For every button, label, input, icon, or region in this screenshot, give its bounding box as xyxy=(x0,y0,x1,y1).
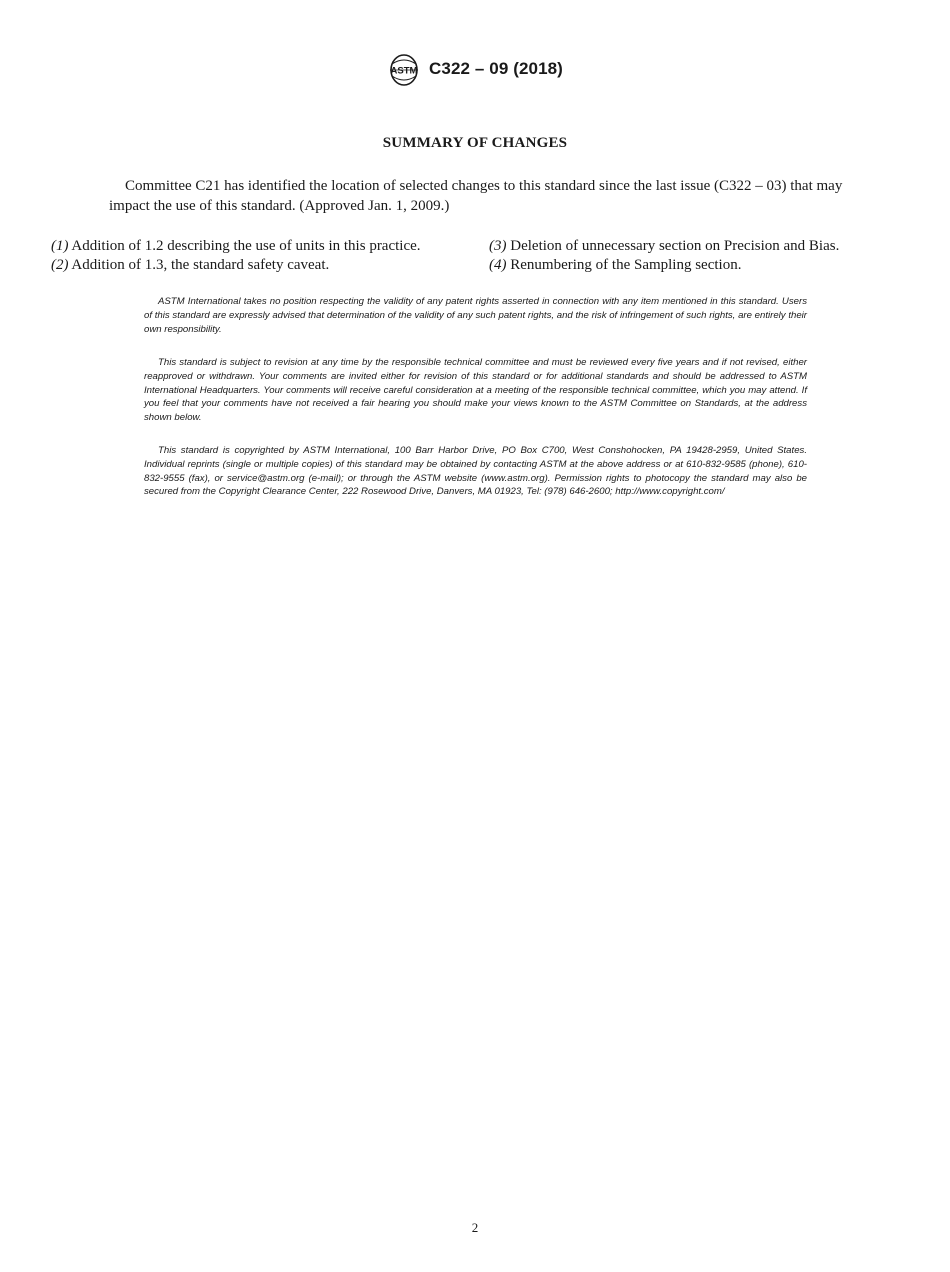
astm-logo-icon xyxy=(387,52,421,88)
list-item-text: Renumbering of the Sampling section. xyxy=(506,257,742,273)
summary-intro: Committee C21 has identified the location of selected changes to this standard since the last issue (C322 – 03) that may impact the use of this standard. (Approved Jan. 1, 2009.) xyxy=(109,178,843,214)
patent-notice: ASTM International takes no position respecting the validity of any patent rights asserted in connection with any item mentioned in this standard. Users of this standard are expressly advised that determination of the validity of any such patent rights, and the risk of infringement of such rights, are entirely their own responsibility. xyxy=(144,296,807,335)
list-item-number: (1) xyxy=(51,238,69,254)
list-item-text: Addition of 1.2 describing the use of units in this practice. xyxy=(68,238,421,254)
changes-list xyxy=(51,236,911,280)
page-header xyxy=(0,50,950,90)
list-item-text: Addition of 1.3, the standard safety caveat. xyxy=(68,257,330,273)
list-item xyxy=(489,236,839,256)
list-item-number: (3) xyxy=(489,238,507,254)
summary-title: SUMMARY OF CHANGES xyxy=(382,135,568,151)
list-item xyxy=(489,255,741,275)
revision-notice: This standard is subject to revision at any time by the responsible technical committee and must be reviewed every five years and if not revised, either reapproved or withdrawn. Your comments are invited either for revision of this standard or for additional standards and should be addressed to ASTM International Headquarters. Your comments will receive careful consideration at a meeting of the responsible technical committee, which you may attend. If you feel that your comments have not received a fair hearing you should make your views known to the ASTM Committee on Standards, at the address shown below. xyxy=(144,357,807,424)
page-number: 2 xyxy=(471,1220,479,1235)
list-item-text: Deletion of unnecessary section on Precision and Bias. xyxy=(506,238,840,254)
list-item xyxy=(51,255,329,275)
list-item xyxy=(51,236,421,256)
list-item-number: (4) xyxy=(489,257,507,273)
copyright-notice: This standard is copyrighted by ASTM International, 100 Barr Harbor Drive, PO Box C700, West Conshohocken, PA 19428-2959, United States. Individual reprints (single or multiple copies) of this standard may be obtained by contacting ASTM at the above address or at 610-832-9585 (phone), 610-832-9555 (fax), or service@astm.org (e-mail); or through the ASTM website (www.astm.org). Permission rights to photocopy the standard may also be secured from the Copyright Clearance Center, 222 Rosewood Drive, Danvers, MA 01923, Tel: (978) 646-2600; http://www.copyright.com/ xyxy=(144,445,807,498)
list-item-number: (2) xyxy=(51,257,69,273)
standard-designation: C322 – 09 (2018) xyxy=(429,59,563,78)
astm-logo-text: ASTM xyxy=(390,65,418,77)
